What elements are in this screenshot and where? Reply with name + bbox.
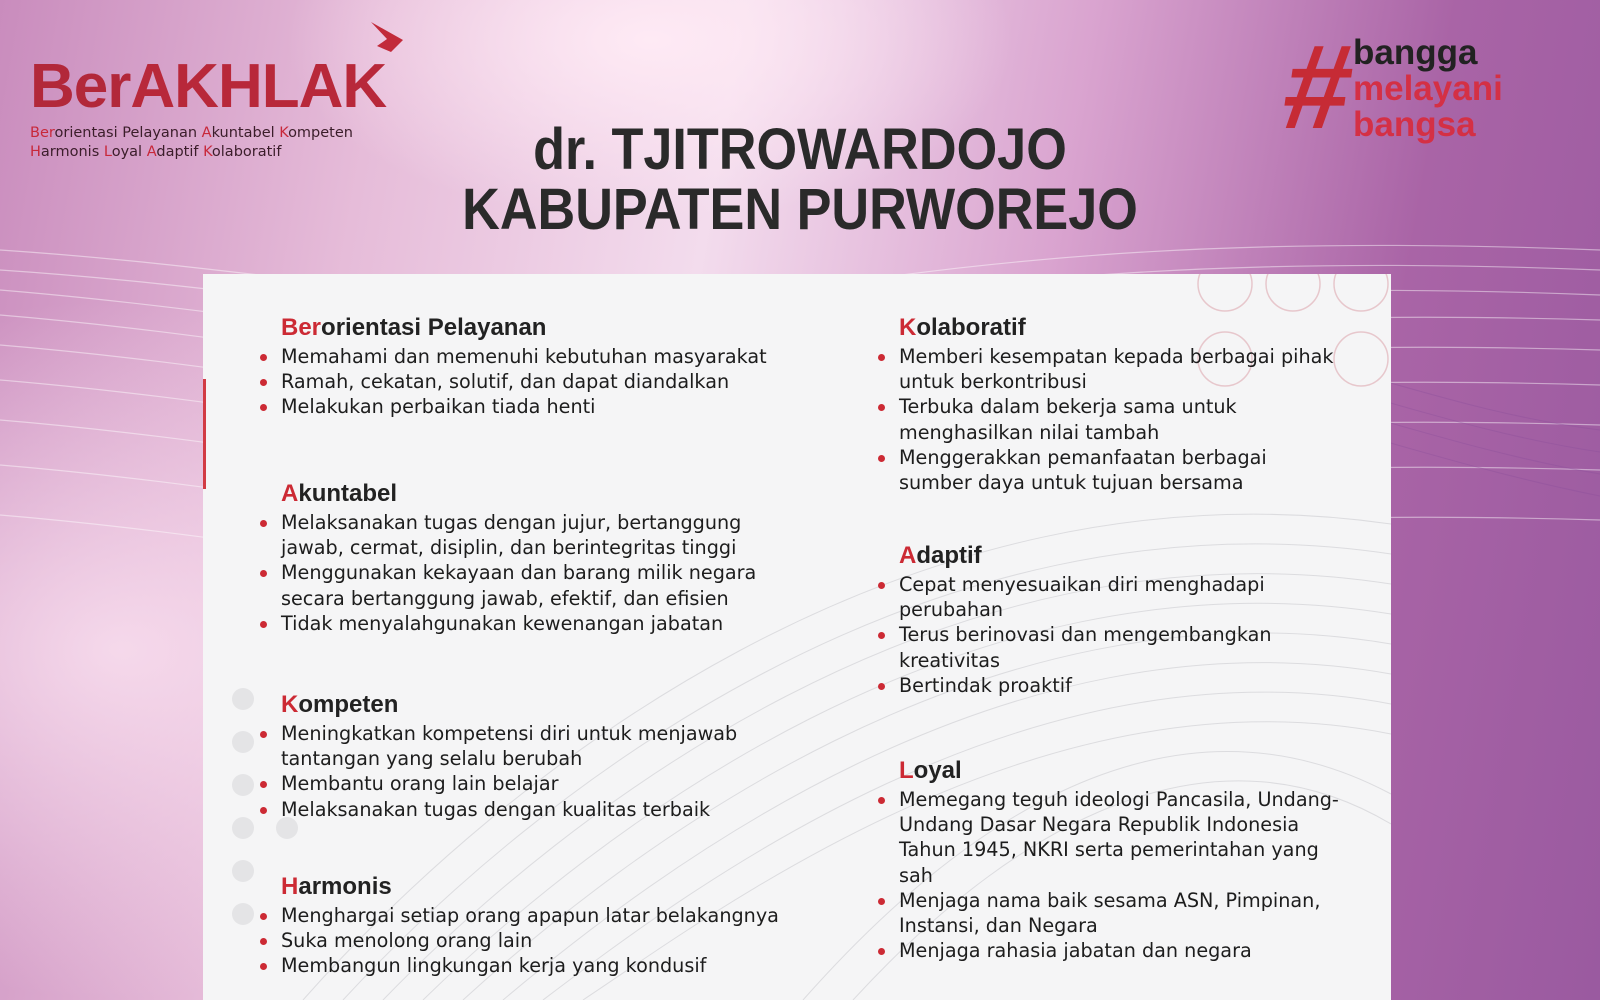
list-item: Melaksanakan tugas dengan jujur, bertanggung jawab, cermat, disiplin, dan berintegritas tinggi	[251, 510, 791, 560]
list-item: Tidak menyalahgunakan kewenangan jabatan	[251, 611, 791, 636]
list-item: Menggerakkan pemanfaatan berbagai sumber daya untuk tujuan bersama	[869, 445, 1339, 495]
section-heading: Harmonis	[281, 873, 392, 900]
section-kolaboratif	[869, 314, 1339, 495]
logo-tagline-line2: Harmonis Loyal Adaptif Kolaboratif	[30, 144, 282, 160]
list-item: Membangun lingkungan kerja yang kondusif	[251, 953, 851, 978]
list-item: Suka menolong orang lain	[251, 928, 851, 953]
title-line2: KABUPATEN PURWOREJO	[462, 177, 1138, 242]
list-item: Memegang teguh ideologi Pancasila, Undang-Undang Dasar Negara Republik Indonesia Tahun 1945, NKRI serta pemerintahan yang sah	[869, 787, 1339, 888]
values-card	[203, 274, 1391, 1000]
list-item: Menghargai setiap orang apapun latar belakangnya	[251, 903, 851, 928]
section-heading: Loyal	[899, 757, 962, 784]
logo-wordmark: BerAKHLAK	[30, 52, 387, 121]
section-berorientasi	[251, 314, 767, 420]
bullet-list	[869, 787, 1339, 963]
logo-tagline-line1: Berorientasi Pelayanan Akuntabel Kompeten	[30, 125, 353, 141]
list-item: Meningkatkan kompetensi diri untuk menjawab tantangan yang selalu berubah	[251, 721, 791, 771]
hashtag-icon: #	[1275, 20, 1362, 154]
list-item: Bertindak proaktif	[869, 673, 1339, 698]
title-line1: dr. TJITROWARDOJO	[533, 117, 1067, 182]
list-item: Menjaga nama baik sesama ASN, Pimpinan, Instansi, dan Negara	[869, 888, 1339, 938]
section-harmonis	[251, 873, 851, 979]
section-heading: Adaptif	[899, 542, 982, 569]
bullet-list	[869, 572, 1339, 698]
list-item: Membantu orang lain belajar	[251, 771, 791, 796]
card-edge-accent	[203, 379, 206, 489]
bullet-list	[251, 721, 791, 822]
page-title	[80, 117, 1520, 242]
section-loyal	[869, 757, 1339, 963]
section-akuntabel	[251, 480, 791, 636]
section-heading: Kompeten	[281, 691, 399, 718]
bullet-list	[251, 510, 791, 636]
list-item: Menggunakan kekayaan dan barang milik negara secara bertanggung jawab, efektif, dan efisien	[251, 560, 791, 610]
list-item: Terus berinovasi dan mengembangkan kreativitas	[869, 622, 1339, 672]
list-item: Cepat menyesuaikan diri menghadapi perubahan	[869, 572, 1339, 622]
bangga-text: bangga melayani bangsa	[1353, 33, 1503, 144]
section-kompeten	[251, 691, 791, 822]
section-heading: Kolaboratif	[899, 314, 1026, 341]
list-item: Melaksanakan tugas dengan kualitas terbaik	[251, 797, 791, 822]
bullet-list	[251, 903, 851, 979]
section-adaptif	[869, 542, 1339, 698]
list-item: Ramah, cekatan, solutif, dan dapat diandalkan	[251, 369, 767, 394]
list-item: Menjaga rahasia jabatan dan negara	[869, 938, 1339, 963]
list-item: Melakukan perbaikan tiada henti	[251, 394, 767, 419]
section-heading: Berorientasi Pelayanan	[281, 314, 547, 341]
list-item: Memberi kesempatan kepada berbagai pihak untuk berkontribusi	[869, 344, 1339, 394]
list-item: Memahami dan memenuhi kebutuhan masyarakat	[251, 344, 767, 369]
bullet-list	[869, 344, 1339, 495]
section-heading: Akuntabel	[281, 480, 398, 507]
list-item: Terbuka dalam bekerja sama untuk menghasilkan nilai tambah	[869, 394, 1339, 444]
bullet-list	[251, 344, 767, 420]
